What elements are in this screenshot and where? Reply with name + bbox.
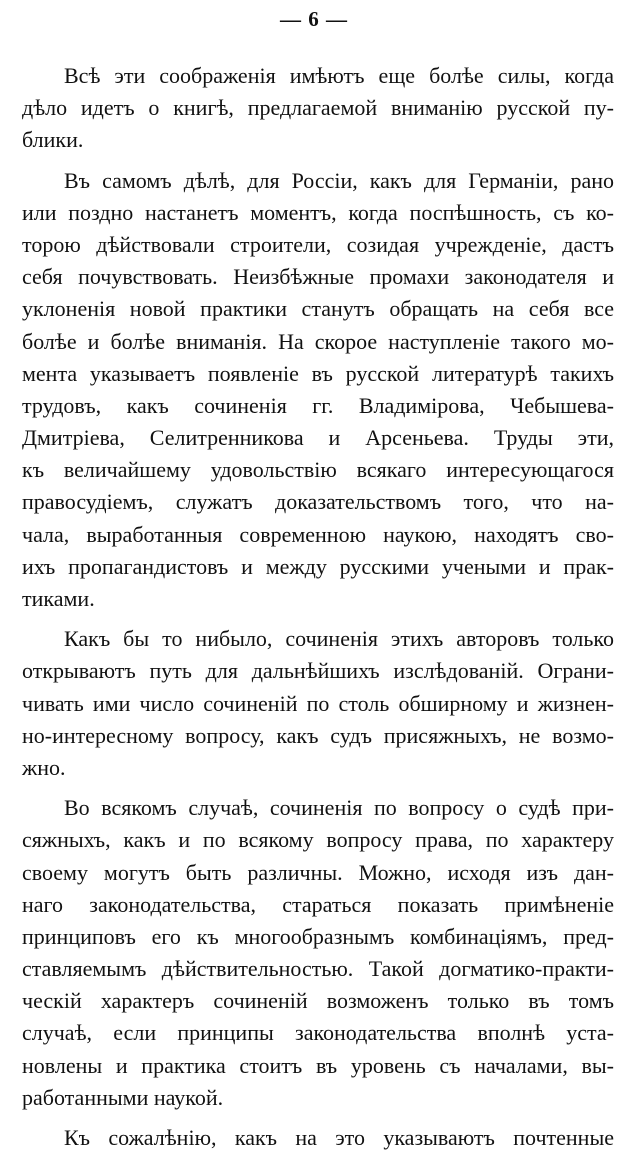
text-line: или поздно настанетъ моментъ, когда поспѣшность, съ ко- (22, 199, 614, 225)
text-line: мента указываетъ появленіе въ русской литературѣ такихъ (22, 360, 614, 386)
text-line: принциповъ его къ многообразнымъ комбинаціямъ, пред- (22, 923, 614, 949)
text-line: сяжныхъ, какъ и по всякому вопросу права, по характеру (22, 827, 614, 853)
text-line: къ величайшему удовольствію всякаго интересующагося (22, 457, 614, 483)
text-line: ихъ пропагандистовъ и между русскими учеными и прак- (22, 553, 614, 579)
text-line: уклоненія новой практики станутъ обращать на себя все (22, 296, 614, 322)
text-line: случаѣ, если принципы законодательства вполнѣ уста- (22, 1020, 614, 1046)
text-line: Всѣ эти соображенія имѣютъ еще болѣе силы, когда (64, 63, 614, 88)
text-line: жно. (22, 754, 66, 780)
text-line: Къ сожалѣнію, какъ на это указываютъ почтенные (64, 1125, 614, 1150)
text-line: трудовъ, какъ сочиненія гг. Владимірова, Чебышева- (22, 392, 614, 418)
page-number: — 6 — (280, 7, 348, 31)
text-line: Въ самомъ дѣлѣ, для Россіи, какъ для Германіи, рано (64, 167, 614, 193)
paragraph (22, 1122, 614, 1154)
text-line: Во всякомъ случаѣ, сочиненія по вопросу о судѣ при- (64, 795, 614, 821)
text-line: работанными наукой. (22, 1084, 224, 1110)
paragraph (22, 623, 614, 784)
text-line: себя почувствовать. Неизбѣжные промахи законодателя и (22, 264, 614, 290)
text-line: тиками. (22, 586, 95, 611)
paragraph (22, 165, 614, 616)
text-line: болѣе и болѣе вниманія. На скорое наступленіе такого мо- (22, 328, 614, 354)
text-line: чивать ими число сочиненій по столь обширному и жизнен- (22, 690, 614, 716)
text-line: новлены и практика стоитъ въ уровень съ началами, вы- (22, 1052, 614, 1078)
text-line: ческій характеръ сочиненій возможенъ только въ томъ (22, 988, 614, 1014)
text-line: наго законодательства, стараться показать примѣненіе (22, 891, 614, 917)
text-line: блики. (22, 127, 84, 153)
text-line: ставляемымъ дѣйствительностью. Такой догматико-практи- (22, 956, 614, 982)
text-line: открываютъ путь для дальнѣйшихъ изслѣдованій. Ограни- (22, 658, 614, 684)
paragraph (22, 60, 614, 157)
text-line: чала, выработанныя современною наукою, находятъ сво- (22, 521, 614, 547)
text-line: Какъ бы то нибыло, сочиненія этихъ авторовъ только (64, 626, 614, 652)
text-line: дѣло идетъ о книгѣ, предлагаемой вниманію русской пу- (22, 95, 614, 121)
text-line: правосудіемъ, служатъ доказательствомъ того, что на- (22, 489, 614, 515)
body-text (22, 60, 614, 1162)
text-line: торою дѣйствовали строители, созидая учрежденіе, дастъ (22, 231, 614, 257)
text-line: своему могутъ быть различны. Можно, исходя изъ дан- (22, 859, 614, 885)
paragraph (22, 792, 614, 1114)
text-line: Дмитріева, Селитренникова и Арсеньева. Труды эти, (22, 425, 614, 451)
text-line: но-интересному вопросу, какъ судъ присяжныхъ, не возмо- (22, 722, 614, 748)
